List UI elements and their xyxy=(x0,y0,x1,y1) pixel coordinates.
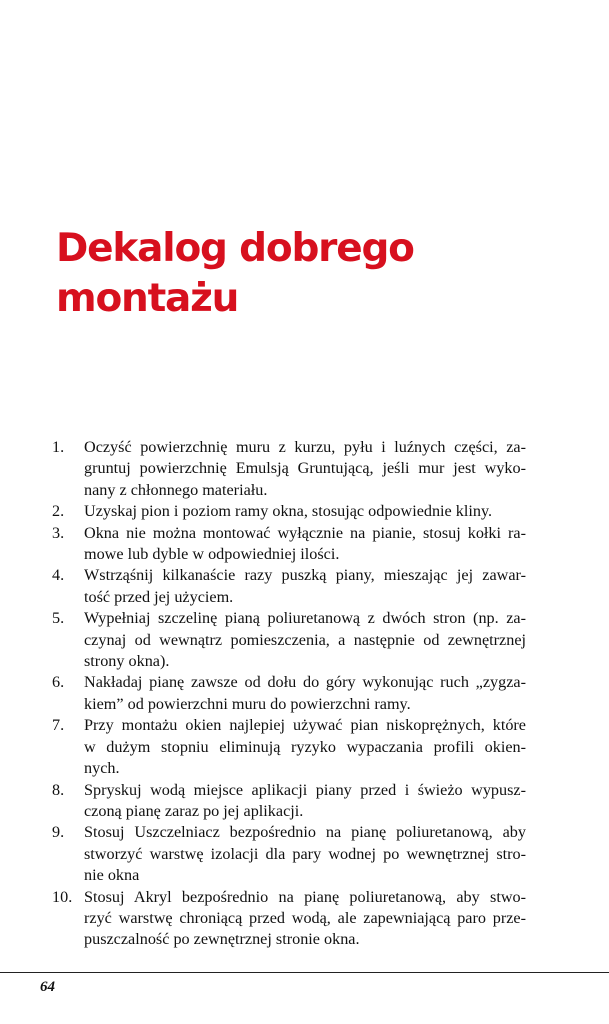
step-text-line: tość przed jej użyciem. xyxy=(84,587,234,606)
step-text-line: czoną pianę zaraz po jej aplikacji. xyxy=(84,801,304,820)
step-number: 4. xyxy=(52,566,65,585)
step-text xyxy=(84,437,526,501)
step-text xyxy=(84,565,526,608)
step-number: 8. xyxy=(52,780,65,799)
step-number: 6. xyxy=(52,673,65,692)
step-text-line: nany z chłonnego materiału. xyxy=(84,480,268,499)
list-item xyxy=(52,887,526,951)
list-item xyxy=(52,780,526,823)
step-text xyxy=(84,822,526,886)
step-text-line: stworzyć warstwę izolacji dla pary wodnej po wewnętrznej stro- xyxy=(84,844,526,863)
title-line: Dekalog dobrego xyxy=(56,226,414,271)
list-item xyxy=(52,437,526,501)
step-number: 10. xyxy=(52,887,73,906)
step-text-line: Wypełniaj szczelinę pianą poliuretanową z dwóch stron (np. za- xyxy=(84,609,526,628)
step-text-line: Przy montażu okien najlepiej używać pian niskoprężnych, które xyxy=(84,716,526,735)
installation-steps-list xyxy=(52,437,526,951)
page-title xyxy=(56,224,576,324)
step-text-line: kiem” od powierzchni muru do powierzchni ramy. xyxy=(84,694,411,713)
step-text-line: w dużym stopniu eliminują ryzyko wypaczania profili okien- xyxy=(84,737,526,756)
step-text-line: puszczalność po zewnętrznej stronie okna. xyxy=(84,930,360,949)
step-text-line: gruntuj powierzchnię Emulsją Gruntującą, jeśli mur jest wyko- xyxy=(84,459,526,478)
step-number: 9. xyxy=(52,823,65,842)
step-number: 7. xyxy=(52,716,65,735)
list-item xyxy=(52,672,526,715)
step-text-line: Oczyść powierzchnię muru z kurzu, pyłu i luźnych części, za- xyxy=(84,438,526,456)
step-text-line: Okna nie można montować wyłącznie na pianie, stosuj kołki ra- xyxy=(84,523,526,542)
step-text-line: Stosuj Akryl bezpośrednio na pianę poliuretanową, aby stwo- xyxy=(84,887,526,906)
title-line: montażu xyxy=(56,276,239,321)
step-text xyxy=(84,780,526,823)
list-item xyxy=(52,565,526,608)
list-item xyxy=(52,822,526,886)
step-text-line: strony okna). xyxy=(84,652,170,671)
step-text-line: rzyć warstwę chroniącą przed wodą, ale zapewniającą paro prze- xyxy=(84,908,526,927)
step-text-line: nych. xyxy=(84,759,120,778)
step-number: 3. xyxy=(52,523,65,542)
step-number: 5. xyxy=(52,609,65,628)
step-text xyxy=(84,501,526,522)
step-text xyxy=(84,715,526,779)
step-text-line: Spryskuj wodą miejsce aplikacji piany przed i świeżo wypusz- xyxy=(84,780,526,799)
footer-divider xyxy=(0,972,609,973)
step-text xyxy=(84,608,526,672)
step-text-line: mowe lub dyble w odpowiedniej ilości. xyxy=(84,545,340,564)
list-item xyxy=(52,715,526,779)
step-text-line: Nakładaj pianę zawsze od dołu do góry wykonując ruch „zygza- xyxy=(84,673,526,692)
step-text-line: nie okna xyxy=(84,866,140,885)
step-text-line: czynaj od wewnątrz pomieszczenia, a następnie od zewnętrznej xyxy=(84,630,526,649)
step-number: 1. xyxy=(52,438,65,456)
step-text-line: Stosuj Uszczelniacz bezpośrednio na pianę poliuretanową, aby xyxy=(84,823,526,842)
page-number: 64 xyxy=(40,979,55,995)
step-number: 2. xyxy=(52,502,65,521)
step-text-line: Wstrząśnij kilkanaście razy puszką piany, mieszając jej zawar- xyxy=(84,566,526,585)
step-text xyxy=(84,672,526,715)
step-text xyxy=(84,887,526,951)
step-text-line: Uzyskaj pion i poziom ramy okna, stosując odpowiednie kliny. xyxy=(84,502,493,521)
list-item xyxy=(52,523,526,566)
list-item xyxy=(52,608,526,672)
list-item xyxy=(52,501,526,522)
step-text xyxy=(84,523,526,566)
